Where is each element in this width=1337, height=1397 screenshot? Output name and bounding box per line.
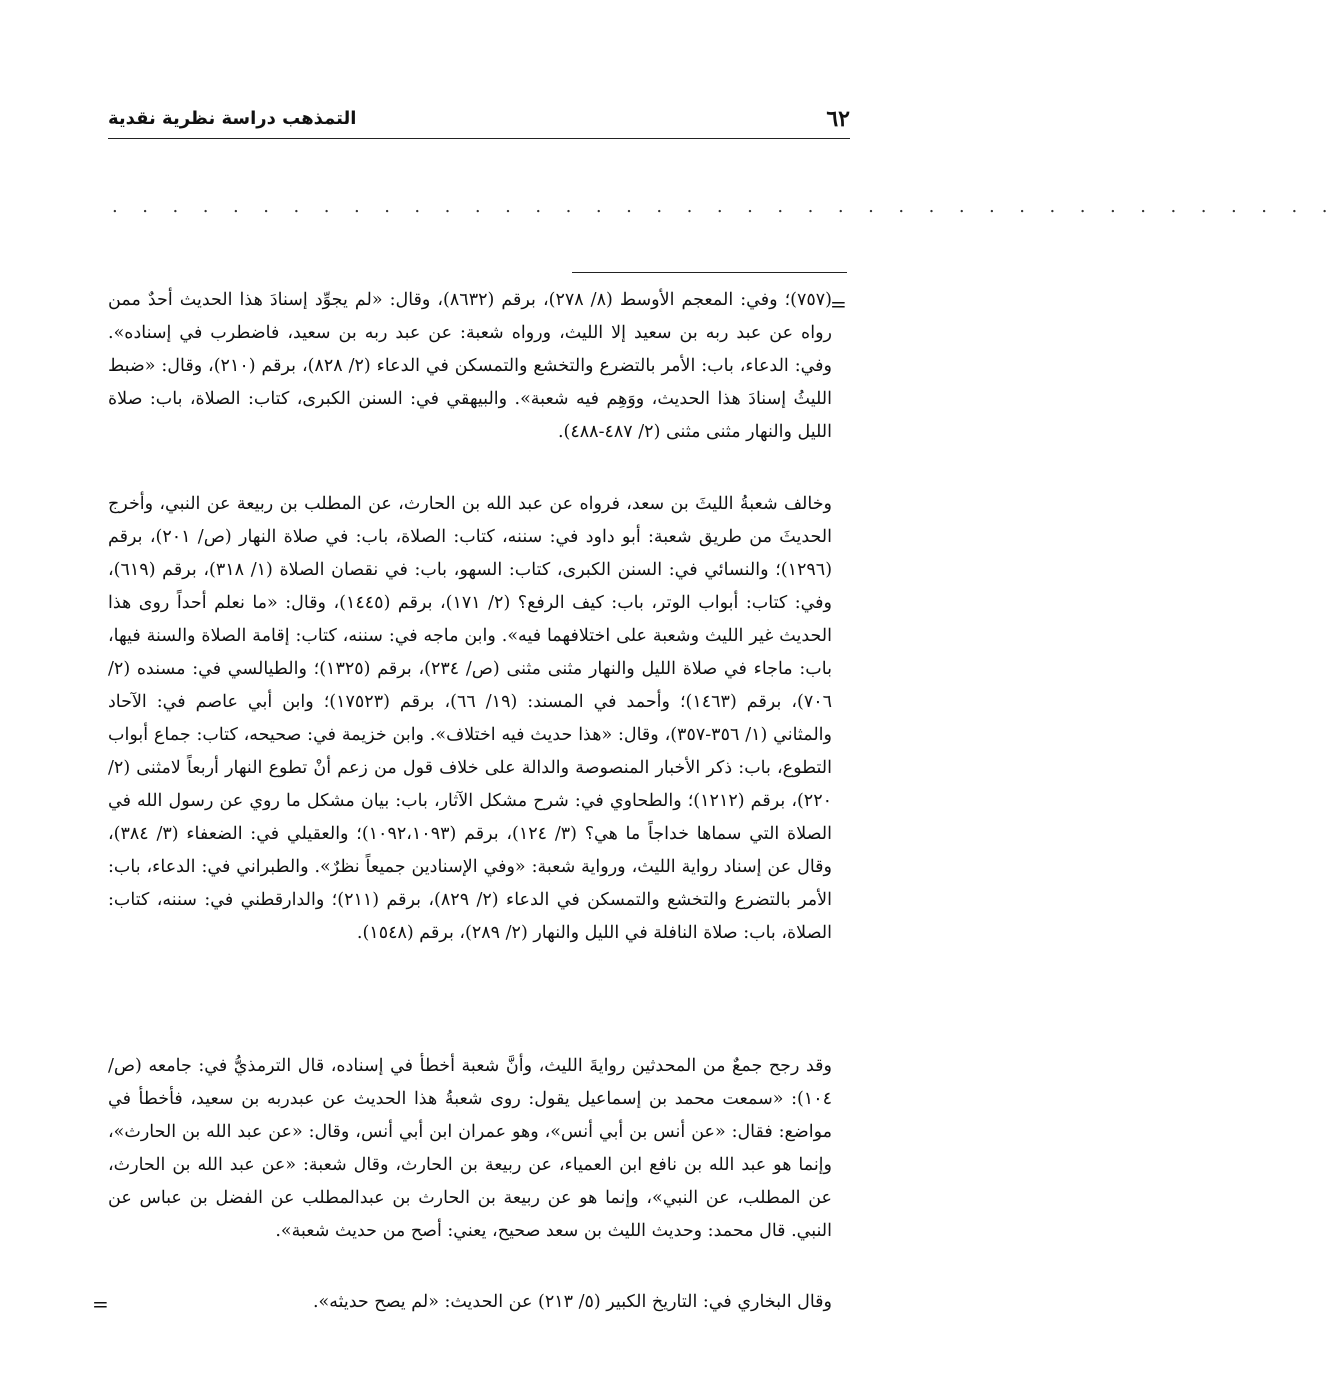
footnote-paragraph-2 [108,488,832,950]
footnote-text: وقد رجح جمعٌ من المحدثين روايةَ الليث، وأنَّ شعبة أخطأ في إسناده، قال الترمذيُّ في: جامعه (ص/ ١٠٤): «سمعت محمد بن إسماعيل يقول: روى شعبةُ هذا الحديث عن عبدربه بن سعيد، فأخطأ في مواضع: فقال: «عن أنس بن أبي أنس»، وهو عمران ابن أبي أنس، وقال: «عن عبد الله بن الحارث»، وإنما هو عبد الله بن نافع ابن العمياء، عن ربيعة بن الحارث، وقال شعبة: «عن عبد الله بن الحارث، عن المطلب، عن النبي»، وإنما هو عن ربيعة بن الحارث بن عبدالمطلب عن الفضل بن عباس عن النبي. قال محمد: وحديث الليث بن سعد صحيح، يعني: أصح من حديث شعبة». [108,1056,832,1241]
continuation-mark-top: = [830,292,847,316]
footnote-paragraph-4 [108,1286,832,1319]
footnote-text: وخالف شعبةُ الليثَ بن سعد، فرواه عن عبد الله بن الحارث، عن المطلب بن ربيعة عن النبي، وأخرج الحديثَ من طريق شعبة: أبو داود في: سننه، كتاب: الصلاة، باب: في صلاة النهار (ص/ ٢٠١)، برقم (١٢٩٦)؛ والنسائي في: السنن الكبرى، كتاب: السهو، باب: في نقصان الصلاة (١/ ٣١٨)، برقم (٦١٩)، وفي: كتاب: أبواب الوتر، باب: كيف الرفع؟ (٢/ ١٧١)، برقم (١٤٤٥)، وقال: «ما نعلم أحداً روى هذا الحديث غير الليث وشعبة على اختلافهما فيه». وابن ماجه في: سننه، كتاب: إقامة الصلاة والسنة فيها، باب: ماجاء في صلاة الليل والنهار مثنى مثنى (ص/ ٢٣٤)، برقم (١٣٢٥)؛ والطيالسي في: مسنده (٢/ ٧٠٦)، برقم (١٤٦٣)؛ وأحمد في المسند: (١٩/ ٦٦)، برقم (١٧٥٢٣)؛ وابن أبي عاصم في: الآحاد والمثاني (١/ ٣٥٦-٣٥٧)، وقال: «هذا حديث فيه اختلاف». وابن خزيمة في: صحيحه، كتاب: جماع أبواب التطوع، باب: ذكر الأخبار المنصوصة والدالة على خلاف قول من زعم أنْ تطوع النهار أربعاً لامثنى (٢/ ٢٢٠)، برقم (١٢١٢)؛ والطحاوي في: شرح مشكل الآثار، باب: بيان مشكل ما روي عن رسول الله في الصلاة التي سماها خداجاً ما هي؟ (٣/ ١٢٤)، برقم (١٠٩٢،١٠٩٣)؛ والعقيلي في: الضعفاء (٣/ ٣٨٤)، وقال عن إسناد رواية الليث، ورواية شعبة: «وفي الإسنادين جميعاً نظرٌ». والطبراني في: الدعاء، باب: الأمر بالتضرع والتخشع والتمسكن في الدعاء (٢/ ٨٢٩)، برقم (٢١١)؛ والدارقطني في: سننه، كتاب: الصلاة، باب: صلاة النافلة في الليل والنهار (٢/ ٢٨٩)، برقم (١٥٤٨). [108,494,833,943]
page-number: ٦٢ [826,106,850,132]
dotted-separator: . . . . . . . . . . . . . . . . . . . . . . . . . . . . . . . . . . . . . . . . . [112,196,1337,217]
page-header [108,104,850,139]
continuation-mark-bottom: = [92,1292,109,1316]
footnote-rule [572,272,847,273]
footnote-text: وقال البخاري في: التاريخ الكبير (٥/ ٢١٣) عن الحديث: «لم يصح حديثه». [312,1292,832,1312]
footnote-paragraph-3 [108,1050,832,1248]
running-title: التمذهب دراسة نظرية نقدية [108,108,357,129]
footnote-text: (٧٥٧)؛ وفي: المعجم الأوسط (٨/ ٢٧٨)، برقم (٨٦٣٢)، وقال: «لم يجوِّد إسنادَ هذا الحديث أحدٌ ممن رواه عن عبد ربه بن سعيد إلا الليث، ورواه شعبة: عن عبد ربه بن سعيد، فاضطرب في إسناده». وفي: الدعاء، باب: الأمر بالتضرع والتخشع والتمسكن في الدعاء (٢/ ٨٢٨)، برقم (٢١٠)، وقال: «ضبط الليثُ إسنادَ هذا الحديث، ووَهِم فيه شعبة». والبيهقي في: السنن الكبرى، كتاب: الصلاة، باب: صلاة الليل والنهار مثنى مثنى (٢/ ٤٨٧-٤٨٨). [108,290,832,442]
footnote-paragraph-1 [108,284,832,449]
